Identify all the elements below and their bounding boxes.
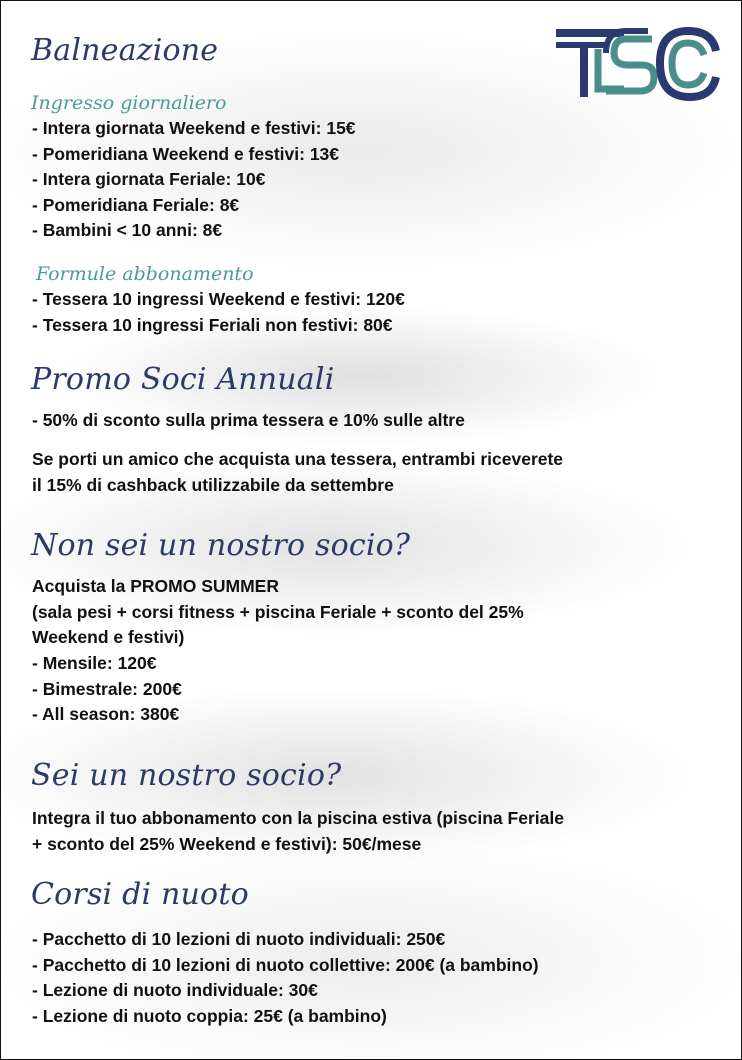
list-item: - Pacchetto di 10 lezioni di nuoto collettive: 200€ (a bambino) (32, 954, 539, 975)
list-item: - Bimestrale: 200€ (32, 678, 182, 699)
subtitle-ingresso-giornaliero: Ingresso giornaliero (31, 92, 227, 114)
text-line: Integra il tuo abbonamento con la piscina estiva (piscina Feriale (32, 808, 564, 828)
list-item: - All season: 380€ (32, 704, 180, 724)
section-title-promo-soci: Promo Soci Annuali (31, 362, 335, 397)
text-line: Acquista la PROMO SUMMER (32, 576, 279, 596)
section-title-non-socio: Non sei un nostro socio? (31, 528, 411, 563)
corsi-price-list (32, 927, 539, 1029)
list-item: - Intera giornata Weekend e festivi: 15€ (32, 118, 356, 138)
section-title-corsi-nuoto: Corsi di nuoto (31, 877, 249, 912)
text-line: Weekend e festivi) (32, 627, 185, 647)
non-socio-intro (32, 574, 524, 651)
promo-soci-cashback-text (32, 447, 563, 498)
section-title-balneazione: Balneazione (31, 33, 219, 68)
list-item: - Pomeridiana Feriale: 8€ (32, 194, 240, 215)
ingresso-price-list (32, 116, 356, 244)
list-item: - Lezione di nuoto coppia: 25€ (a bambino) (32, 1005, 387, 1026)
text-line: (sala pesi + corsi fitness + piscina Feriale + sconto del 25% (32, 601, 524, 622)
socio-integration-text (32, 806, 564, 857)
list-item: - Intera giornata Feriale: 10€ (32, 169, 266, 189)
abbonamento-price-list (32, 287, 405, 338)
list-item: - Tessera 10 ingressi Weekend e festivi: 120€ (32, 289, 405, 309)
list-item: - Mensile: 120€ (32, 653, 157, 673)
text-line: + sconto del 25% Weekend e festivi): 50€/mese (32, 833, 422, 854)
subtitle-formule-abbonamento: Formule abbonamento (36, 263, 254, 285)
list-item: - Lezione di nuoto individuale: 30€ (32, 980, 318, 1000)
tsc-logo (554, 27, 720, 101)
list-item: - Tessera 10 ingressi Feriali non festivi: 80€ (32, 314, 393, 335)
section-title-socio: Sei un nostro socio? (31, 758, 342, 793)
promo-summer-price-list (32, 651, 182, 728)
text-line: Se porti un amico che acquista una tessera, entrambi riceverete (32, 449, 564, 469)
promo-soci-discount: - 50% di sconto sulla prima tessera e 10% sulle altre (32, 410, 465, 430)
list-item: - Pomeridiana Weekend e festivi: 13€ (32, 143, 340, 164)
list-item: - Pacchetto di 10 lezioni di nuoto individuali: 250€ (32, 929, 446, 949)
list-item: - Bambini < 10 anni: 8€ (32, 220, 223, 240)
text-line: il 15% di cashback utilizzabile da settembre (32, 474, 394, 495)
